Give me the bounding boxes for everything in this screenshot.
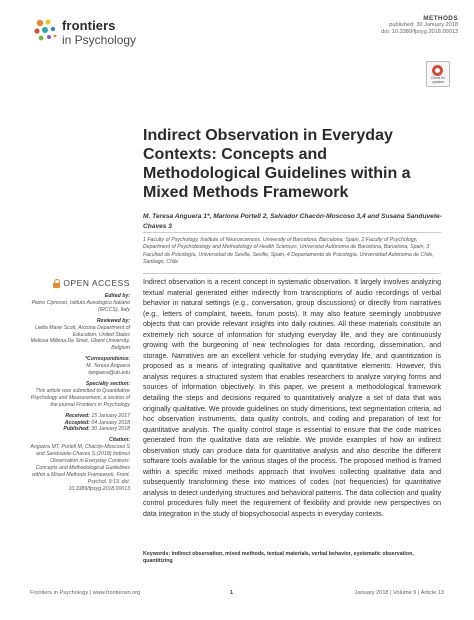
keywords-label: Keywords:: [143, 551, 171, 557]
reviewed-by-label: Reviewed by:: [96, 317, 130, 324]
citation: Anguera MT, Portell M, Chacón-Moscoso S and Sanduvete-Chaves S (2018) Indirect Observation in Everyday Contexts: Concepts and Methodological Guidelines within a Mixed Methods Framework. Front. Psychol. 9:13. doi: 10.3389/fpsyg.2018.00013: [30, 444, 130, 492]
specialty-label: Specialty section:: [85, 380, 130, 387]
crossmark-badge[interactable]: [426, 61, 450, 87]
keywords-list: indirect observation, mixed methods, textual materials, verbal behavior, systematic observation, quantitizing: [143, 551, 414, 565]
open-access-lock-icon: [53, 279, 60, 288]
crossmark-icon: [432, 65, 443, 76]
article-title: Indirect Observation in Everyday Contexts: Concepts and Methodological Guidelines within a Mixed Methods Framework: [143, 127, 411, 201]
correspondence-email[interactable]: tanguera@ub.edu: [88, 370, 130, 377]
citation-label: Citation:: [108, 437, 130, 444]
received-label: Received:: [65, 412, 90, 419]
frontiers-logo-icon: [32, 17, 60, 45]
correspondence-name: M. Teresa Anguera: [86, 363, 130, 370]
published-label: Published:: [63, 426, 90, 433]
author-list: M. Teresa Anguera 1*, Mariona Portell 2, Salvador Chacón-Moscoso 3,4 and Susana Sanduvete-Chaves 3: [143, 213, 442, 230]
abstract: Indirect observation is a recent concept in systematic observation. It largely involves analyzing textual material generated either indirectly from transcriptions of audio recordings of verbal behavior in natural settings (e.g., conversation, group discussions) or directly from narratives (e.g., letters of complaint, tweets, forum posts). It may also feature seemingly unobtrusive objects that can provide relevant insights into daily routines. All these materials constitute an extremely rich source of information for studying everyday life, and they are continuously growing with the burgeoning of new technologies for data recording, dissemination, and storage. Narratives are an excellent vehicle for studying everyday life, and quantitization is proposed as a means of integrating qualitative and quantitative elements. However, this analysis requires a structured system that enables researchers to analyze varying forms and sources of information objectively. In this paper, we present a methodological framework detailing the steps and decisions required to quantitatively analyze a set of data that was originally qualitative. We provide guidelines on study dimensions, text segmentation criteria, ad hoc observation instruments, data quality controls, and coding and preparation of text for quantitative analysis. The quality control stage is essential to ensure that the code matrices generated from the qualitative data are reliable. We provide examples of how an indirect observation study can produce data for quantitative analysis and also describe the different software tools available for the various stages of the process. The proposed method is framed within a specific mixed methods approach that involves collecting qualitative data and subsequently transforming these into matrices of codes (not frequencies) for quantitative analysis to detect underlying structures and behavioral patterns. The data collection and quality control procedures fully meet the requirement of flexibility and provide new perspectives on data integration in the study of biopsychosocial aspects in everyday contexts.: [143, 279, 441, 519]
article-meta: [381, 15, 458, 36]
page-number: 1: [230, 590, 234, 596]
accepted-date: 04 January 2018: [91, 419, 130, 426]
affiliations: 1 Faculty of Psychology, Institute of Neurosciences, University of Barcelona, Barcelona, Spain, 2 Faculty of Psychology, Department of Psychobiology and Methodology of Health Sciences, Universitat Autònoma de Barcelona, Barcelona, Spain, 3 Facultad de Psicología, Universidad de Sevilla, Seville, Spain, 4 Departamento de Psicología, Universidad Autónoma de Chile, Santiago, Chile: [143, 237, 434, 266]
accepted-label: Accepted:: [64, 419, 90, 426]
logo-wordmark: frontiers: [62, 18, 116, 33]
crossmark-label: Check for updates: [430, 76, 446, 84]
specialty-section: This article was submitted to Quantitative Psychology and Measurement, a section of the journal Frontiers in Psychology: [30, 387, 130, 408]
published-date-sidebar: 30 January 2018: [91, 426, 130, 433]
doi-link[interactable]: doi: 10.3389/fpsyg.2018.00013: [381, 29, 458, 35]
published-date: published: 30 January 2018: [389, 22, 458, 28]
reviewer: Melissa Millena De Smet, Ghent University, Belgium: [30, 338, 130, 352]
footer-journal[interactable]: Frontiers in Psychology | www.frontiersin.org: [30, 590, 141, 596]
reviewer: Lietta Marie Scott, Arizona Department of Education, United States: [35, 324, 130, 338]
open-access-badge: [30, 278, 130, 289]
footer-issue: January 2018 | Volume 9 | Article 13: [354, 590, 444, 596]
logo-journal-name: in Psychology: [62, 33, 137, 47]
open-access-label: OPEN ACCESS: [63, 278, 130, 288]
journal-logo[interactable]: [32, 16, 172, 50]
article-sidebar: [30, 278, 130, 493]
correspondence-label: *Correspondence:: [85, 356, 130, 363]
divider: [143, 232, 441, 233]
article-type: METHODS: [423, 15, 458, 22]
edited-by-label: Edited by:: [104, 293, 130, 299]
divider: [143, 273, 441, 274]
received-date: 15 January 2017: [91, 412, 130, 419]
article-dates: [30, 413, 130, 434]
editor: Pietro Cipresso, Istituto Auxologico Italiano (IRCCS), Italy: [31, 299, 130, 313]
keywords: [143, 551, 441, 566]
